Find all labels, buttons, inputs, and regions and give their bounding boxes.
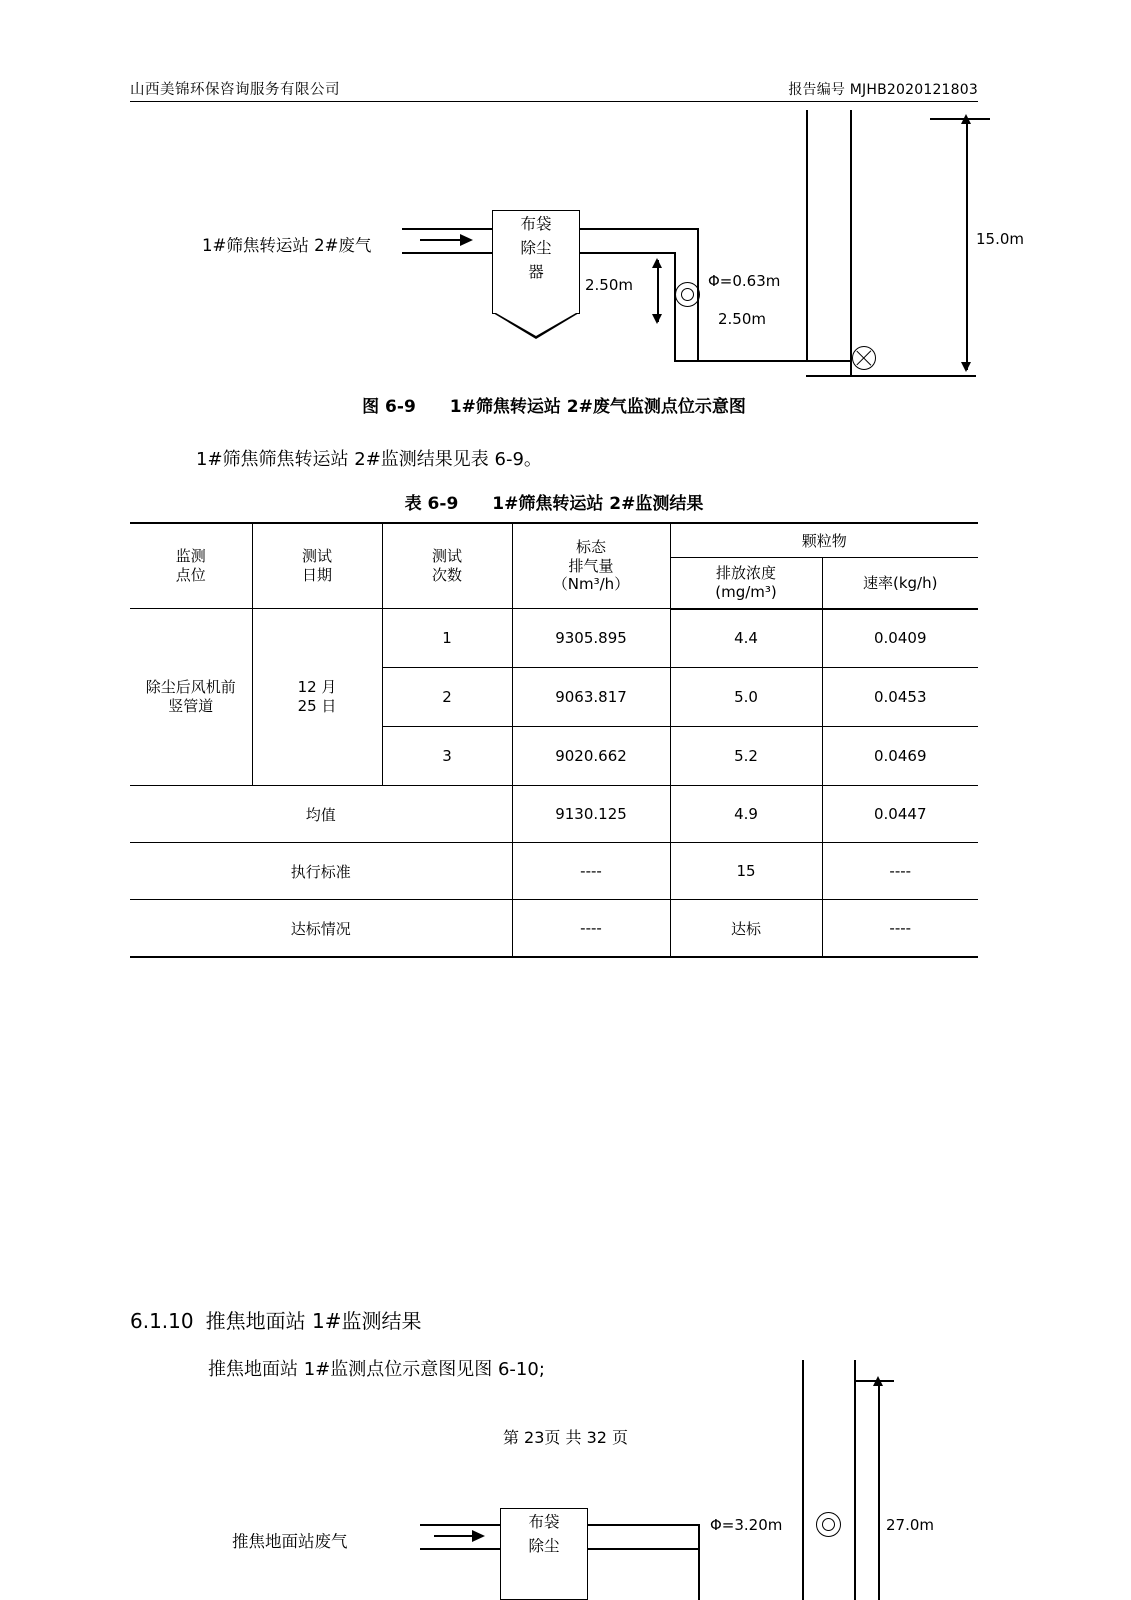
cell-flow: 9130.125 <box>512 786 670 843</box>
header-date-line1: 测试 <box>301 547 332 566</box>
table-6-9-number: 表 6-9 <box>404 494 459 514</box>
figure-6-9-diagram <box>130 110 1025 380</box>
fig2-inlet-arrow-shaft <box>434 1535 474 1537</box>
cell-flow: 9020.662 <box>512 727 670 786</box>
cell-date-line2: 25 日 <box>297 697 337 715</box>
fig2-bag-filter-box <box>500 1508 588 1600</box>
dim-stack-arrow-bottom <box>961 362 971 372</box>
table-row-average <box>130 786 978 843</box>
cell-rate: 0.0409 <box>822 609 978 668</box>
fig2-inlet-arrow-head <box>472 1530 485 1542</box>
fig2-bag-filter-label-2: 除尘 <box>528 1536 560 1555</box>
cell-flow: ---- <box>512 900 670 958</box>
bag-filter-box <box>492 210 580 314</box>
dim-2-50m-lower: 2.50m <box>718 310 767 328</box>
stack-right-wall <box>850 110 852 375</box>
monitoring-results-table <box>130 522 978 958</box>
page-header <box>130 78 978 99</box>
cell-point-name <box>130 609 252 786</box>
bottom-duct-line <box>674 360 850 362</box>
figure-6-10-diagram <box>130 1360 978 1600</box>
table-header-row-1 <box>130 523 978 558</box>
inlet-duct-top <box>402 228 492 230</box>
header-divider <box>130 101 978 102</box>
cell-concentration: 5.0 <box>670 668 822 727</box>
inlet-arrow-head <box>460 234 473 246</box>
cell-summary-label: 均值 <box>130 786 512 843</box>
cell-concentration: 4.9 <box>670 786 822 843</box>
bag-filter-label-2: 除尘 <box>520 238 552 257</box>
paragraph-results-reference: 1#筛焦筛焦转运站 2#监测结果见表 6-9。 <box>196 449 542 470</box>
page-footer: 第 23页 共 32 页 <box>502 1428 629 1447</box>
stack-top-line <box>930 118 990 120</box>
outlet-duct-top <box>580 228 698 230</box>
section-title: 推焦地面站 1#监测结果 <box>205 1309 422 1333</box>
bag-filter-hopper-inner <box>496 313 576 336</box>
cell-rate: 0.0447 <box>822 786 978 843</box>
inlet-duct-bottom <box>402 252 492 254</box>
header-concentration-line1: 排放浓度 <box>715 564 776 582</box>
fig2-stack-top-line <box>854 1380 894 1382</box>
bag-filter-label-1: 布袋 <box>520 215 552 233</box>
cell-summary-label: 达标情况 <box>130 900 512 958</box>
table-6-9-title: 1#筛焦转运站 2#监测结果 <box>492 494 704 514</box>
header-flow-line2: 排气量 <box>568 556 614 575</box>
cell-times: 3 <box>382 727 512 786</box>
cell-concentration: 4.4 <box>670 609 822 668</box>
cell-rate: ---- <box>822 900 978 958</box>
cell-flow: 9305.895 <box>512 609 670 668</box>
cell-point-name-line1: 除尘后风机前 <box>145 678 236 697</box>
cell-date <box>252 609 382 786</box>
dim-15-0m: 15.0m <box>976 230 1025 248</box>
header-times-line2: 次数 <box>431 566 462 584</box>
figure-6-9-caption <box>130 392 978 417</box>
cell-summary-label: 执行标准 <box>130 843 512 900</box>
dim-upper-arrow-bottom <box>652 314 662 324</box>
fig2-bag-filter-label-1: 布袋 <box>528 1513 560 1531</box>
cell-flow: 9063.817 <box>512 668 670 727</box>
fig2-outlet-duct-end <box>698 1524 700 1600</box>
header-times-line1: 测试 <box>431 547 462 566</box>
dim-2-50m-upper: 2.50m <box>585 276 634 294</box>
fig2-dim-27-0m: 27.0m <box>886 1516 935 1534</box>
cell-concentration: 达标 <box>670 900 822 958</box>
inlet-arrow-shaft <box>420 239 462 241</box>
dim-upper-arrow-top <box>652 258 662 268</box>
section-paragraph: 推焦地面站 1#监测点位示意图见图 6-10; <box>208 1359 545 1380</box>
fig2-sampling-port-inner-icon <box>822 1518 835 1531</box>
outlet-duct-bottom <box>580 252 674 254</box>
fig2-outlet-duct-top <box>588 1524 698 1526</box>
header-particulate-group: 颗粒物 <box>670 523 978 558</box>
fig2-inlet-duct-top <box>420 1524 500 1526</box>
header-point <box>130 523 252 609</box>
figure-6-9-title: 1#筛焦转运站 2#废气监测点位示意图 <box>449 397 746 417</box>
header-company: 山西美锦环保咨询服务有限公司 <box>130 82 340 98</box>
fig2-dim-diameter: Φ=3.20m <box>710 1516 783 1534</box>
dim-upper-line <box>657 260 659 322</box>
header-point-line2: 点位 <box>175 566 206 584</box>
table-6-9-caption <box>130 489 978 514</box>
cell-times: 1 <box>382 609 512 668</box>
figure1-inlet-label: 1#筛焦转运站 2#废气 <box>202 236 372 255</box>
fig2-inlet-duct-bottom <box>420 1548 500 1550</box>
table-row <box>130 609 978 668</box>
cell-rate: 0.0469 <box>822 727 978 786</box>
dim-stack-line <box>966 118 968 370</box>
header-concentration-line2: (mg/m³) <box>715 582 777 601</box>
figure2-inlet-label: 推焦地面站废气 <box>232 1532 348 1551</box>
sampling-port-inner-icon <box>681 288 694 301</box>
header-flow-line3: （Nm³/h） <box>552 575 630 594</box>
dim-diameter-label: Φ=0.63m <box>708 272 781 290</box>
fig2-stack-left-wall <box>802 1360 804 1600</box>
section-number: 6.1.10 <box>130 1309 194 1333</box>
cell-concentration: 5.2 <box>670 727 822 786</box>
cell-rate: 0.0453 <box>822 668 978 727</box>
section-heading <box>130 1305 421 1334</box>
header-flow <box>512 523 670 609</box>
header-times <box>382 523 512 609</box>
table-row-standard <box>130 843 978 900</box>
header-concentration <box>670 558 822 609</box>
ground-line <box>806 375 976 377</box>
cell-point-name-line2: 竖管道 <box>168 697 214 715</box>
header-rate: 速率(kg/h) <box>822 558 978 609</box>
fig2-outlet-duct-bottom <box>588 1548 698 1550</box>
header-point-line1: 监测 <box>175 547 206 566</box>
riser-duct-left <box>674 252 676 360</box>
table-row-compliance <box>130 900 978 958</box>
header-flow-line1: 标态 <box>575 537 606 556</box>
bag-filter-label-3: 器 <box>528 262 544 281</box>
header-report-number: 报告编号 MJHB2020121803 <box>788 82 978 98</box>
cell-date-line1: 12 月 <box>297 678 337 697</box>
header-date-line2: 日期 <box>301 566 332 584</box>
header-date <box>252 523 382 609</box>
stack-left-wall <box>806 110 808 360</box>
cell-times: 2 <box>382 668 512 727</box>
fig2-dim-line <box>878 1380 880 1600</box>
drain-x-marker-icon <box>852 346 876 370</box>
fig2-stack-right-wall <box>854 1360 856 1600</box>
cell-flow: ---- <box>512 843 670 900</box>
cell-concentration: 15 <box>670 843 822 900</box>
cell-rate: ---- <box>822 843 978 900</box>
figure-6-9-number: 图 6-9 <box>362 397 416 417</box>
